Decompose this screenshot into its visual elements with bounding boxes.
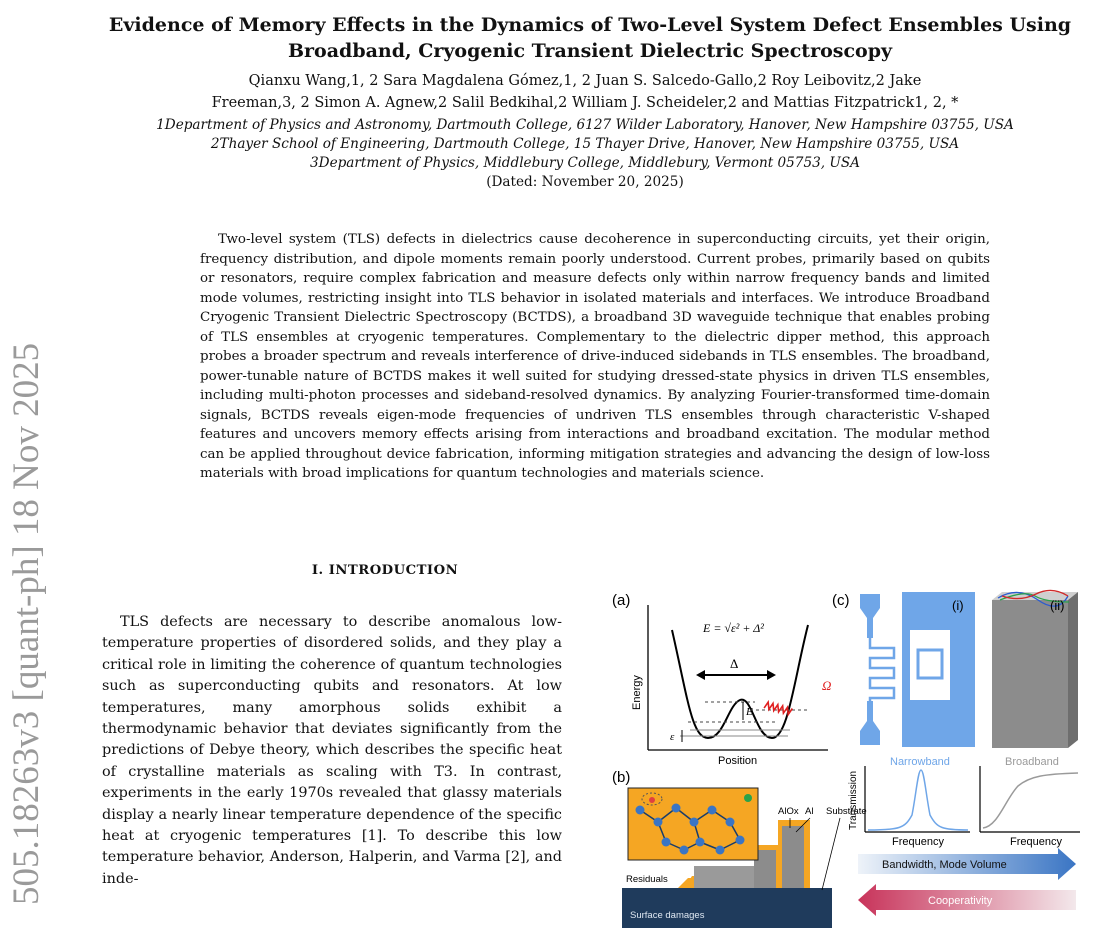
authors-line-1: Qianxu Wang,1, 2 Sara Magdalena Gómez,1, 2 Juan S. Salcedo-Gallo,2 Roy Leibovitz,2 Jake <box>248 73 922 89</box>
position-axis-label: Position <box>718 755 758 767</box>
epsilon-label: ε <box>670 731 675 743</box>
panel-c-waveguide <box>992 590 1078 748</box>
panel-b-label: (b) <box>612 769 631 786</box>
authors-line-2: Freeman,3, 2 Simon A. Agnew,2 Salil Bedkihal,2 William J. Scheideler,2 and Mattias Fitzpatrick1, 2, * <box>211 95 959 111</box>
section-heading: I. INTRODUCTION <box>311 563 459 578</box>
sub-i-label: (i) <box>952 598 964 613</box>
panel-a-double-well <box>631 605 831 767</box>
author-list <box>80 70 1090 114</box>
panel-c-resonator <box>857 592 975 747</box>
energy-axis-label: Energy <box>631 675 643 710</box>
paper-title: Evidence of Memory Effects in the Dynamics of Two-Level System Defect Ensembles Using Broadband, Cryogenic Transient Dielectric Spectroscopy <box>108 14 1072 62</box>
energy-equation: E = √ε² + Δ² <box>703 621 764 635</box>
substrate-label: Substrate <box>826 806 867 817</box>
date-line: (Dated: November 20, 2025) <box>486 174 684 190</box>
affiliation-3: 3Department of Physics, Middlebury College, Middlebury, Vermont 05753, USA <box>310 155 860 171</box>
residuals-label: Residuals <box>626 874 668 885</box>
abstract: Two-level system (TLS) defects in dielectrics cause decoherence in superconducting circuits, yet their origin, frequency distribution, and dipole moments remain poorly understood. Current probes, primarily based on qubits or resonators, require complex fabrication and measure defects only within narrow frequency bands and limited mode volumes, restricting insight into TLS behavior in isolated materials and interfaces. We introduce Broadband Cryogenic Transient Dielectric Spectroscopy (BCTDS), a broadband 3D waveguide technique that enables probing of TLS ensembles at cryogenic temperatures. Complementary to the dielectric dipper method, this approach probes a broader spectrum and reveals interference of drive-induced sidebands in TLS ensembles. The broadband, power-tunable nature of BCTDS makes it well suited for studying dressed-state physics in driven TLS ensembles, including multi-photon processes and sideband-resolved dynamics. By analyzing Fourier-transformed time-domain signals, BCTDS reveals eigen-mode frequencies of undriven TLS ensembles through characteristic V-shaped features and uncovers memory effects arising from interactions and broadband excitation. The modular method can be applied throughout device fabrication, informing mitigation strategies and advancing the design of low-loss materials with broad implications for quantum technologies and materials science. <box>200 232 990 481</box>
intro-paragraph: TLS defects are necessary to describe anomalous low-temperature properties of disordered solids, and they play a critical role in limiting the coherence of quantum technologies such as superconducting qubits and resonators. At low temperatures, many amorphous solids exhibit a thermodynamic behavior that deviates significantly from the predictions of Debye theory, which describes the specific heat of crystalline materials as scaling with T3. In contrast, experiments in the early 1970s revealed that glassy materials display a nearly linear temperature dependence of the specific heat at cryogenic temperatures [1]. To describe this low temperature behavior, Anderson, Halperin, and Varma [2], and inde- <box>102 614 562 887</box>
panel-c-label: (c) <box>832 592 850 609</box>
cooperativity-arrow <box>858 884 1076 916</box>
panel-a-label: (a) <box>612 592 631 609</box>
alox-label: AlOx <box>778 806 799 817</box>
narrowband-label: Narrowband <box>890 756 950 768</box>
E-label: E <box>746 706 753 718</box>
delta-label: Δ <box>730 656 739 671</box>
broadband-label: Broadband <box>1005 756 1059 768</box>
affiliation-2: 2Thayer School of Engineering, Dartmouth College, 15 Thayer Drive, Hanover, New Hampshire 03755, USA <box>210 136 960 152</box>
surface-damages-label: Surface damages <box>630 910 705 921</box>
side-stamp-text: 505.18263v3 [quant-ph] 18 Nov 2025 <box>6 342 47 905</box>
transmission-axis-label: Transmission <box>848 770 859 830</box>
affiliations <box>75 116 1095 192</box>
panel-b-device-stack <box>622 788 867 928</box>
frequency-label-left: Frequency <box>892 836 944 848</box>
bandwidth-arrow <box>858 848 1076 880</box>
frequency-label-right: Frequency <box>1010 836 1062 848</box>
figure-1 <box>600 560 1095 930</box>
arxiv-side-stamp <box>0 300 54 910</box>
bandwidth-arrow-label: Bandwidth, Mode Volume <box>882 859 1007 871</box>
sub-ii-label: (ii) <box>1050 598 1065 613</box>
affiliation-1: 1Department of Physics and Astronomy, Dartmouth College, 6127 Wilder Laboratory, Hanover, New Hampshire 03755, USA <box>156 117 1014 133</box>
cooperativity-arrow-label: Cooperativity <box>928 895 993 907</box>
omega-label: Ω <box>822 678 832 693</box>
al-label: Al <box>805 806 814 817</box>
panel-c-transmission-plots <box>848 756 1080 848</box>
